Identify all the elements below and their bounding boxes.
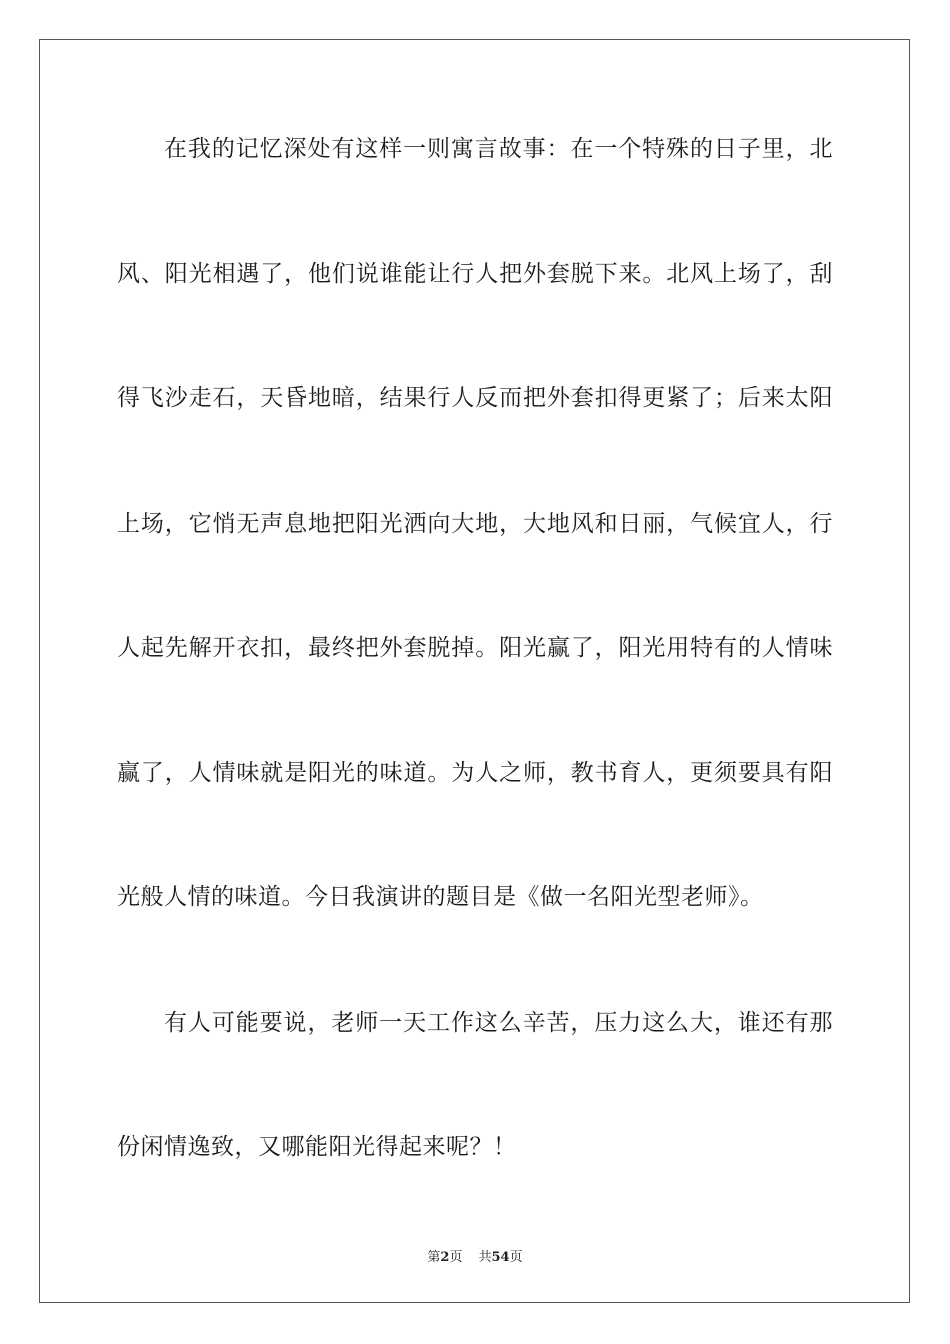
- paragraph-1-line-6: 赢了，人情味就是阳光的味道。为人之师，教书育人，更须要具有阳: [117, 760, 833, 786]
- page-footer: [0, 1248, 950, 1268]
- paragraph-1-line-5: 人起先解开衣扣，最终把外套脱掉。阳光赢了，阳光用特有的人情味: [117, 635, 833, 661]
- paragraph-1-line-7: 光般人情的味道。今日我演讲的题目是《做一名阳光型老师》。: [117, 884, 764, 910]
- footer-page-number: 2: [440, 1250, 450, 1265]
- footer-page-suffix: 页: [449, 1250, 463, 1265]
- page-border: [39, 39, 910, 1303]
- paragraph-1-line-1: 在我的记忆深处有这样一则寓言故事：在一个特殊的日子里，北: [164, 136, 833, 162]
- paragraph-1-line-4: 上场，它悄无声息地把阳光洒向大地，大地风和日丽，气候宜人，行: [117, 511, 833, 537]
- paragraph-2-line-1: 有人可能要说，老师一天工作这么辛苦，压力这么大，谁还有那: [164, 1010, 833, 1036]
- footer-total-prefix: 共: [478, 1250, 492, 1265]
- paragraph-2-line-2: 份闲情逸致，又哪能阳光得起来呢？！: [117, 1134, 517, 1160]
- footer-total-pages: 54: [491, 1250, 510, 1265]
- footer-page-prefix: 第: [427, 1250, 441, 1265]
- footer-total-suffix: 页: [509, 1250, 523, 1265]
- paragraph-1-line-2: 风、阳光相遇了，他们说谁能让行人把外套脱下来。北风上场了，刮: [117, 261, 833, 287]
- paragraph-1-line-3: 得飞沙走石，天昏地暗，结果行人反而把外套扣得更紧了；后来太阳: [117, 385, 833, 411]
